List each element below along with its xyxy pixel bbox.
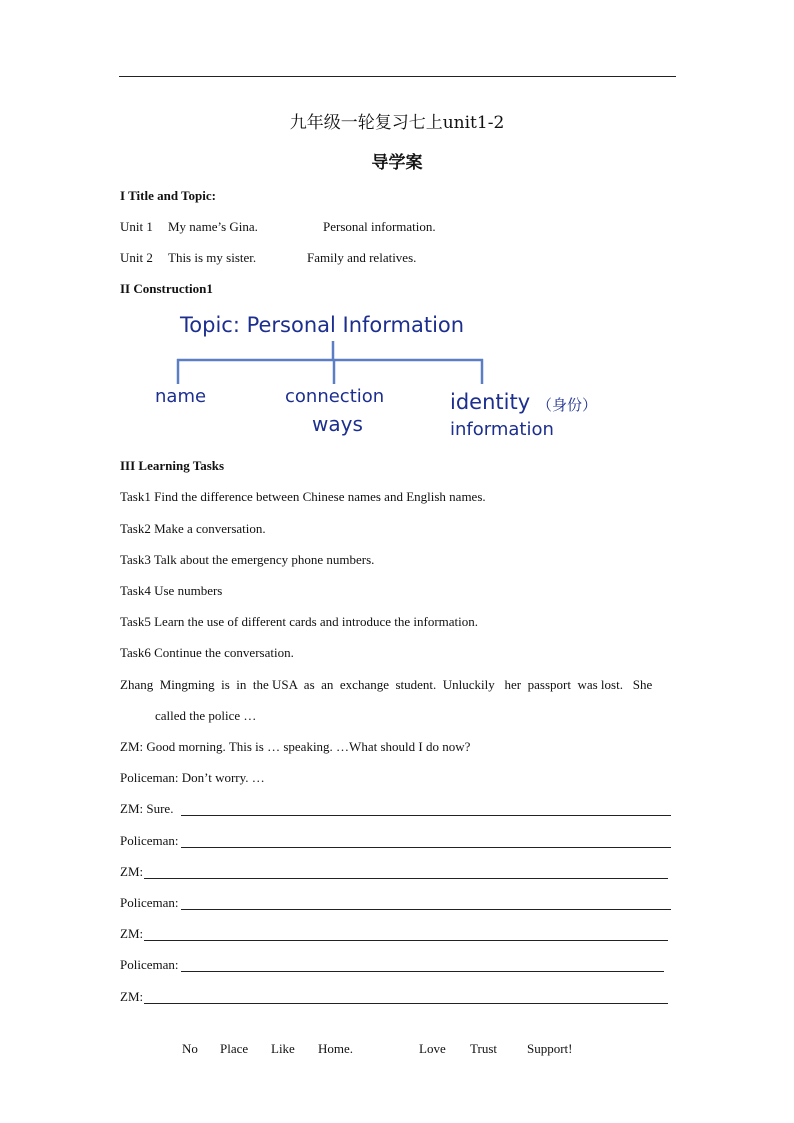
blank-label-6: Policeman: [120,957,179,972]
unit1-topic: Personal information. [323,219,436,234]
diagram-node-connection: connection [285,386,385,407]
page-title: 九年级一轮复习七上unit1-2 [289,113,505,133]
diagram-node-identity-note: （身份） [537,396,598,414]
task-1: Task1 Find the difference between Chinese names and English names. [120,489,486,504]
unit1-number: Unit 1 [120,219,153,234]
diagram-node-identity: identity [450,390,531,414]
motto-word: Place [220,1041,249,1056]
task-3: Task3 Talk about the emergency phone numbers. [120,552,375,567]
answer-line-5[interactable] [144,940,668,941]
motto-word: Home. [318,1041,354,1056]
motto-word: Like [271,1041,295,1056]
diagram-node-name: name [155,386,207,407]
section3-heading: III Learning Tasks [120,458,225,473]
page-subtitle: 导学案 [371,153,423,173]
blank-label-7: ZM: [120,989,144,1004]
section1-heading: I Title and Topic: [120,188,216,203]
answer-line-3[interactable] [144,878,668,879]
task-5: Task5 Learn the use of different cards and introduce the information. [120,614,479,629]
answer-line-6[interactable] [181,971,664,972]
diagram-node-ways: ways [312,412,363,436]
blank-label-2: Policeman: [120,833,179,848]
dialogue-policeman-1: Policeman: Don’t worry. … [120,770,265,785]
diagram-node-information: information [450,419,554,440]
answer-line-4[interactable] [181,909,671,910]
task-4: Task4 Use numbers [120,583,223,598]
motto-word: No [182,1041,198,1056]
motto-word: Trust [470,1041,497,1056]
section2-heading: II Construction1 [120,281,213,296]
unit2-number: Unit 2 [120,250,153,265]
diagram-connectors [0,0,794,460]
motto-word: Support! [527,1041,573,1056]
blank-label-4: Policeman: [120,895,179,910]
diagram-root-label: Topic: Personal Information [180,313,465,337]
unit1-title: My name’s Gina. [168,219,258,234]
blank-label-5: ZM: [120,926,144,941]
answer-line-2[interactable] [181,847,671,848]
blank-label-1: ZM: Sure. [120,801,174,816]
unit2-title: This is my sister. [168,250,257,265]
scenario-line-2: called the police … [155,708,257,723]
unit2-topic: Family and relatives. [307,250,417,265]
answer-line-1[interactable] [181,815,671,816]
task-2: Task2 Make a conversation. [120,521,266,536]
answer-line-7[interactable] [144,1003,668,1004]
task-6: Task6 Continue the conversation. [120,645,294,660]
blank-label-3: ZM: [120,864,144,879]
dialogue-zm-1: ZM: Good morning. This is … speaking. …What should I do now? [120,739,471,754]
motto-word: Love [419,1041,446,1056]
scenario-line-1: Zhang Mingming is in the USA as an exchange student. Unluckily her passport was lost. She [120,677,653,692]
